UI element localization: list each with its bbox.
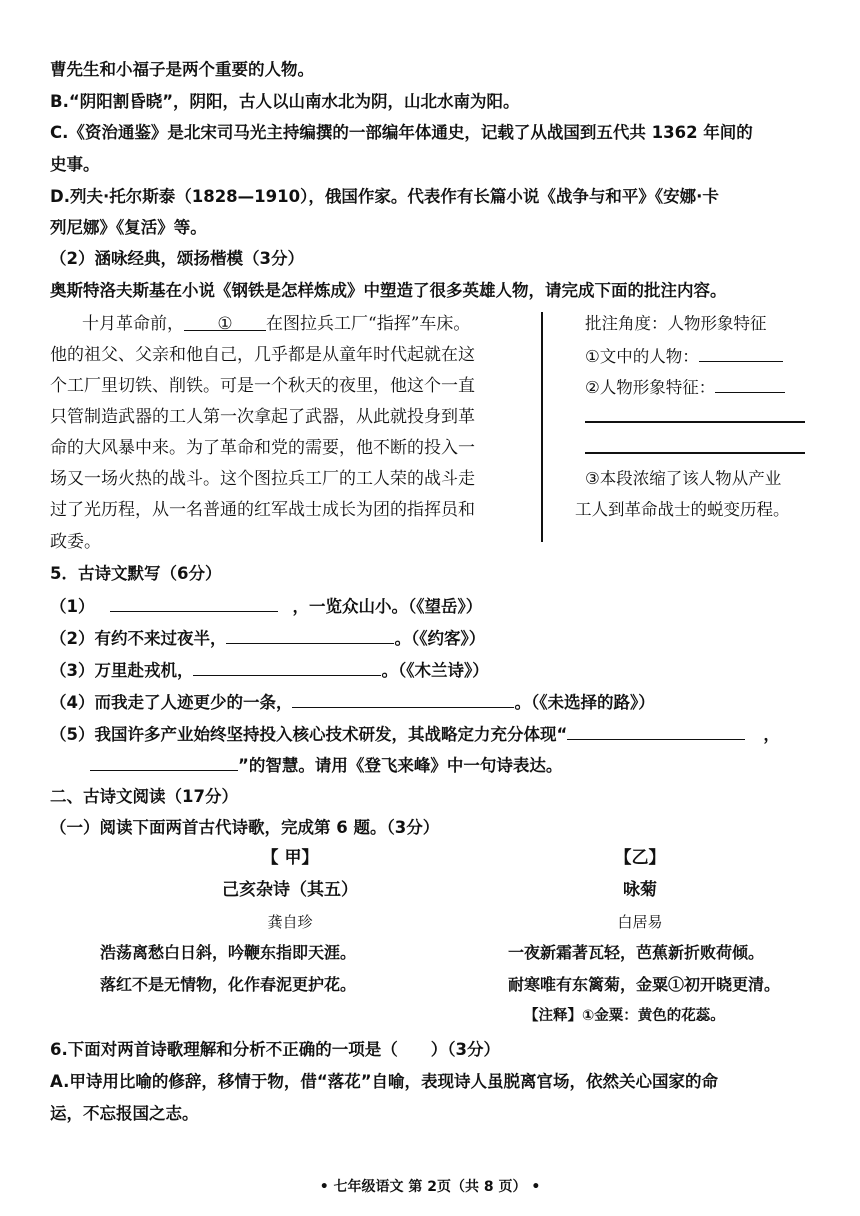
passage-line-8: 政委。 <box>50 532 101 552</box>
poem-b-line-2: 耐寒唯有东篱菊，金粟①初开晓更清。 <box>508 975 781 994</box>
section-2-instruction: （一）阅读下面两首古代诗歌，完成第 6 题。（3分） <box>50 818 440 837</box>
poem-a-line-1: 浩荡离愁白日斜，吟鞭东指即天涯。 <box>100 943 357 962</box>
item-text: ”的智慧。请用《登飞来峰》中一句诗表达。 <box>238 756 563 775</box>
item-text: 。（《约客》） <box>394 629 486 648</box>
answer-blank-traits[interactable] <box>715 374 785 393</box>
passage-line-7: 过了光历程，从一名普通的红军战士成长为团的指挥员和 <box>50 500 475 520</box>
poem-a-tag: 【 甲】 <box>261 848 319 868</box>
option-a-tail: 曹先生和小福子是两个重要的人物。 <box>50 60 314 79</box>
passage-line-3: 个工厂里切铁、削铁。可是一个秋天的夜里，他这个一直 <box>50 376 475 396</box>
q6-option-a-line1: A.甲诗用比喻的修辞，移情于物，借“落花”自喻，表现诗人虽脱离官场，依然关心国家的命 <box>50 1072 719 1091</box>
section-2-heading: 二、古诗文阅读（17分） <box>50 787 238 806</box>
option-c-line2: 史事。 <box>50 155 100 174</box>
answer-blank-q5-1[interactable] <box>110 593 278 612</box>
answer-blank-q5-2[interactable] <box>226 625 394 644</box>
annotation-traits <box>585 374 785 400</box>
answer-blank-person[interactable] <box>699 343 783 362</box>
subquestion-2-heading: （2）涵咏经典，颂扬楷模（3分） <box>50 249 304 268</box>
item-label: （1） <box>50 597 95 616</box>
passage-text: 十月革命前， <box>82 314 184 334</box>
poem-b-tag: 【乙】 <box>614 848 666 868</box>
passage-line-6: 场又一场火热的战斗。这个图拉兵工厂的工人荣的战斗走 <box>50 469 475 489</box>
answer-blank-q5-5b[interactable] <box>90 752 238 771</box>
item-text: ，一览众山小。（《望岳》） <box>292 597 483 616</box>
item-text: 。（《木兰诗》） <box>381 661 489 680</box>
annotation-label: ①文中的人物： <box>585 347 699 366</box>
q5-item-5-line1 <box>50 721 780 747</box>
poem-a-title: 己亥杂诗（其五） <box>222 880 358 900</box>
answer-line[interactable] <box>585 452 805 454</box>
question-6-stem: 6.下面对两首诗歌理解和分析不正确的一项是（ ）（3分） <box>50 1040 500 1059</box>
item-text: 。（《未选择的路》） <box>514 693 655 712</box>
question-5-heading: 5．古诗文默写（6分） <box>50 564 222 583</box>
passage-line-4: 只管制造武器的工人第一次拿起了武器，从此就投身到革 <box>50 407 475 427</box>
page-footer: • 七年级语文 第 2页（共 8 页） • <box>319 1179 541 1195</box>
item-text: （5）我国许多产业始终坚持投入核心技术研发，其战略定力充分体现“ <box>50 725 568 744</box>
annotation-angle: 批注角度：人物形象特征 <box>585 314 767 333</box>
q5-item-2 <box>50 625 485 651</box>
poem-a-author: 龚自珍 <box>267 913 313 931</box>
q5-item-4 <box>50 689 655 715</box>
q5-item-5-line2 <box>90 752 562 778</box>
item-text: （3）万里赴戎机， <box>50 661 194 680</box>
q5-item-1 <box>50 593 482 619</box>
item-text: （4）而我走了人迹更少的一条， <box>50 693 293 712</box>
poem-b-title: 咏菊 <box>623 880 657 900</box>
option-b: B.“阴阳割昏晓”，阴阳，古人以山南水北为阴，山北水南为阳。 <box>50 92 520 111</box>
annotation-summary-2: 工人到革命战士的蜕变历程。 <box>575 500 790 519</box>
answer-blank-1[interactable] <box>184 312 266 334</box>
passage-line-1 <box>82 312 470 336</box>
answer-blank-q5-4[interactable] <box>292 689 514 708</box>
passage-line-5: 命的大风暴中来。为了革命和党的需要，他不断的投入一 <box>50 438 475 458</box>
option-c-line1: C.《资治通鉴》是北宋司马光主持编撰的一部编年体通史，记载了从战国到五代共 1362 年间的 <box>50 123 753 142</box>
answer-blank-q5-5a[interactable] <box>567 721 745 740</box>
column-divider <box>541 312 543 542</box>
annotation-summary-1: ③本段浓缩了该人物从产业 <box>585 469 782 488</box>
option-d-line1: D.列夫·托尔斯泰（1828—1910），俄国作家。代表作有长篇小说《战争与和平》《安娜·卡 <box>50 187 719 206</box>
poem-a-line-2: 落红不是无情物，化作春泥更护花。 <box>100 975 357 994</box>
item-text: （2）有约不来过夜半， <box>50 629 227 648</box>
subquestion-2-instruction: 奥斯特洛夫斯基在小说《钢铁是怎样炼成》中塑造了很多英雄人物，请完成下面的批注内容。 <box>50 281 727 300</box>
answer-line[interactable] <box>585 421 805 423</box>
answer-blank-q5-3[interactable] <box>193 657 381 676</box>
passage-text: 在图拉兵工厂“指挥”车床。 <box>266 314 471 334</box>
annotation-label: ②人物形象特征： <box>585 378 716 397</box>
poem-b-note: 【注释】①金粟：黄色的花蕊。 <box>524 1008 725 1024</box>
q6-option-a-line2: 运，不忘报国之志。 <box>50 1104 199 1123</box>
q5-item-3 <box>50 657 489 683</box>
blank-number: ① <box>217 314 233 334</box>
option-d-line2: 列尼娜》《复活》等。 <box>50 218 207 237</box>
annotation-person <box>585 343 783 369</box>
item-text: ， <box>763 725 780 744</box>
poem-b-author: 白居易 <box>617 913 663 931</box>
passage-line-2: 他的祖父、父亲和他自己，几乎都是从童年时代起就在这 <box>50 345 475 365</box>
poem-b-line-1: 一夜新霜著瓦轻，芭蕉新折败荷倾。 <box>508 943 765 962</box>
